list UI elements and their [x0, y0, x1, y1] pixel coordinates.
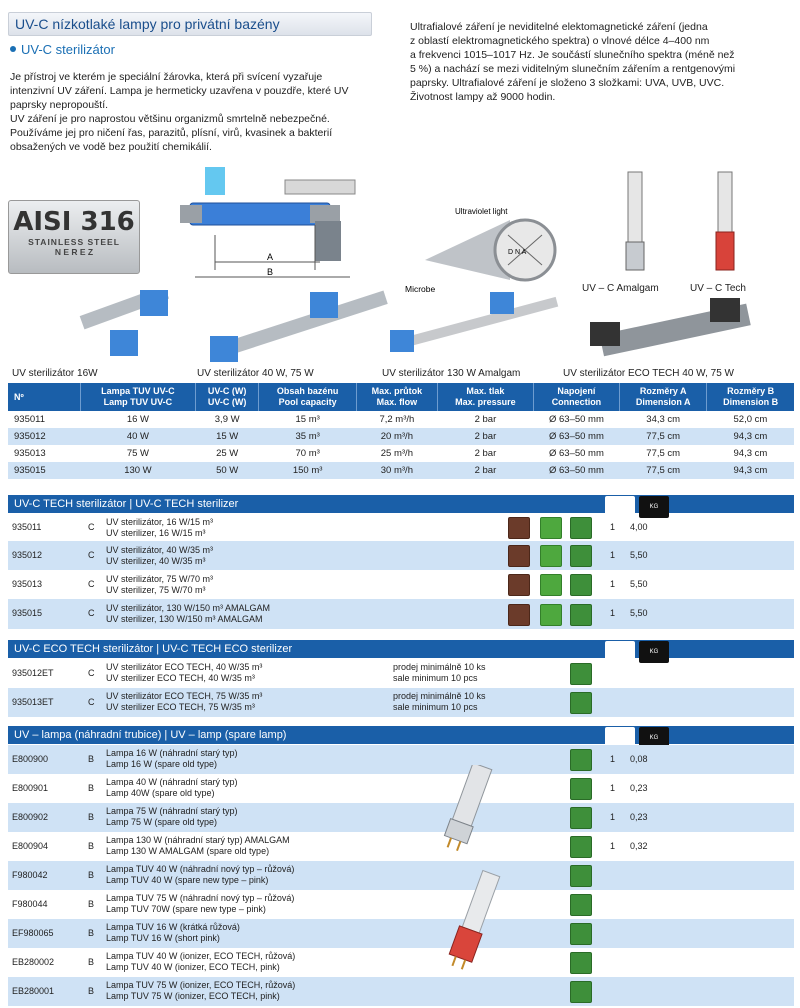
ecotech-label-icon	[508, 545, 530, 567]
spec-cell: 70 m³	[295, 448, 320, 459]
caption-40w-75w: UV sterilizátor 40 W, 75 W	[197, 368, 314, 379]
package-qty: 1	[610, 841, 616, 851]
product-class: B	[88, 841, 95, 851]
product-name-cz: Lampa TUV 75 W (náhradní nový typ – růžová)	[106, 893, 295, 903]
spec-cell: 15 m³	[295, 414, 320, 425]
product-code: 935011	[12, 522, 42, 532]
dimension-b-label: B	[267, 267, 274, 277]
product-name-cz: Lampa TUV 40 W (ionizer, ECO TECH, růžová)	[106, 951, 296, 961]
product-name-en: UV sterilizer, 130 W/150 m³ AMALGAM	[106, 614, 263, 624]
product-name-en: Lamp TUV 70W (spare new type – pink)	[106, 904, 266, 914]
product-row[interactable]	[8, 890, 794, 919]
product-name-cz: Lampa 130 W (náhradní starý typ) AMALGAM	[106, 835, 290, 845]
house-icon	[570, 574, 592, 596]
product-code: E800904	[12, 841, 49, 851]
spec-header-cell: Obsah bazénu Pool capacity	[259, 383, 356, 411]
weight-kg: 0,23	[630, 812, 648, 822]
product-name-en: Lamp TUV 40 W (spare new type – pink)	[106, 875, 269, 885]
spec-cell: 30 m³/h	[356, 462, 437, 479]
product-class: C	[88, 608, 95, 618]
caption-16w: UV sterilizátor 16W	[12, 368, 98, 379]
spec-cell: 935013	[14, 448, 46, 459]
spec-cell: 35 m³	[259, 428, 356, 445]
product-name-en: UV sterilizer, 40 W/35 m³	[106, 556, 206, 566]
product-name-en: Lamp TUV 16 W (short pink)	[106, 933, 220, 943]
spec-cell: Ø 63–50 mm	[548, 448, 604, 459]
weight-kg: 4,00	[630, 522, 648, 532]
weight-kg: 0,32	[630, 841, 648, 851]
eco-leaf-icon	[540, 517, 562, 539]
product-class: B	[88, 754, 95, 764]
spec-cell: 2 bar	[437, 428, 533, 445]
product-40w-image	[210, 291, 388, 362]
product-16w-image	[80, 290, 169, 356]
product-row[interactable]	[8, 541, 794, 570]
aisi-line2: N E R E Z	[54, 247, 94, 257]
weight-kg: 5,50	[630, 550, 648, 560]
product-name-cz: Lampa TUV 75 W (ionizer, ECO TECH, růžová)	[106, 980, 296, 990]
product-name-en: UV sterilizer ECO TECH, 75 W/35 m³	[106, 702, 255, 712]
house-icon	[570, 894, 592, 916]
eco-leaf-icon	[540, 574, 562, 596]
dna-label: D N A	[508, 249, 527, 256]
product-row[interactable]	[8, 570, 794, 599]
weight-kg: 0,23	[630, 783, 648, 793]
spec-cell: Ø 63–50 mm	[548, 414, 604, 425]
product-code: EB280001	[12, 986, 55, 996]
product-name-en: Lamp 16 W (spare old type)	[106, 759, 218, 769]
product-code: 935013	[12, 579, 43, 589]
spec-header-cell: Napojení Connection	[533, 383, 619, 411]
spec-cell: 2 bar	[474, 414, 497, 425]
product-name-cz: Lampa 40 W (náhradní starý typ)	[106, 777, 238, 787]
spec-cell: 20 m³/h	[356, 428, 437, 445]
product-class: B	[88, 812, 95, 822]
product-code: EF980065	[12, 928, 54, 938]
house-icon	[570, 692, 592, 714]
page-title: UV-C nízkotlaké lampy pro privátní bazény	[15, 16, 280, 32]
spec-cell: 15 W	[195, 428, 259, 445]
spec-row	[8, 411, 794, 428]
spec-header-cell: UV-C (W) UV-C (W)	[195, 383, 259, 411]
spec-cell: 50 W	[195, 462, 259, 479]
microbe-label: Microbe	[405, 284, 436, 294]
product-name-cz: UV sterilizátor, 40 W/35 m³	[106, 545, 214, 555]
product-row[interactable]	[8, 803, 794, 832]
product-code: F980042	[12, 870, 48, 880]
product-name-cz: Lampa 16 W (náhradní starý typ)	[106, 748, 238, 758]
spec-cell: 16 W	[126, 414, 150, 425]
amalgam-caption: UV – C Amalgam	[582, 283, 659, 294]
product-class: B	[88, 899, 95, 909]
spec-cell: 150 m³	[259, 462, 356, 479]
product-row[interactable]	[8, 514, 794, 541]
ecotech-label-icon	[508, 517, 530, 539]
spare-lamp-pink-image	[446, 869, 503, 971]
uv-light-label: Ultraviolet light	[455, 207, 508, 216]
spec-header-cell: Rozměry B Dimension B	[707, 383, 794, 411]
product-class: B	[88, 870, 95, 880]
house-icon	[570, 952, 592, 974]
product-photos	[20, 290, 790, 368]
product-name-cz: Lampa TUV 16 W (krátká růžová)	[106, 922, 240, 932]
product-code: 935012	[12, 550, 43, 560]
spec-cell: 75 W	[126, 448, 150, 459]
package-qty: 1	[610, 783, 616, 793]
min-sale-note-en: sale minimum 10 pcs	[393, 673, 478, 683]
min-sale-note-en: sale minimum 10 pcs	[393, 702, 478, 712]
aisi-badge	[8, 200, 140, 274]
product-code: E800901	[12, 783, 49, 793]
spec-cell: 2 bar	[437, 462, 533, 479]
weight-icon: KG	[639, 641, 669, 663]
spec-cell: 40 W	[81, 428, 196, 445]
product-class: B	[88, 783, 95, 793]
section-header-spare-lamps	[8, 726, 794, 744]
product-name-en: UV sterilizer, 75 W/70 m³	[106, 585, 206, 595]
spec-cell: 94,3 cm	[707, 428, 794, 445]
weight-icon: KG	[639, 727, 669, 749]
product-name-cz: Lampa TUV 40 W (náhradní nový typ – růžová)	[106, 864, 295, 874]
product-name-cz: UV sterilizátor, 16 W/15 m³	[106, 517, 214, 527]
dna-illustration	[400, 200, 575, 300]
caption-ecotech: UV sterilizátor ECO TECH 40 W, 75 W	[563, 368, 734, 379]
spec-cell: 25 m³/h	[380, 448, 413, 459]
product-name-en: Lamp 40W (spare old type)	[106, 788, 215, 798]
product-class: C	[88, 697, 95, 707]
spec-cell: 130 W	[81, 462, 196, 479]
eco-leaf-icon	[540, 545, 562, 567]
product-row[interactable]	[8, 745, 794, 774]
spec-row	[8, 445, 794, 462]
product-name-cz: Lampa 75 W (náhradní starý typ)	[106, 806, 238, 816]
product-130w-image	[390, 292, 558, 352]
spec-cell: 94,3 cm	[733, 448, 768, 459]
product-name-cz: UV sterilizátor ECO TECH, 75 W/35 m³	[106, 691, 263, 701]
spec-cell: 34,3 cm	[646, 414, 681, 425]
product-code: 935015	[12, 608, 43, 618]
weight-kg: 5,50	[630, 579, 648, 589]
house-icon	[570, 778, 592, 800]
house-icon	[570, 807, 592, 829]
spare-lamp-old-image	[441, 765, 494, 853]
spec-cell: 935011	[14, 414, 45, 425]
spec-header-cell: Max. průtok Max. flow	[356, 383, 437, 411]
section-title: UV-C TECH sterilizátor | UV-C TECH sterilizer	[14, 498, 239, 510]
eco-leaf-icon	[540, 604, 562, 626]
package-qty: 1	[610, 754, 616, 764]
spec-cell: 77,5 cm	[620, 428, 707, 445]
intro-left-text: Je přístroj ve kterém je speciální žárovka, která při svícení vyzařuje intenzivní UV záření. Lampa je hermeticky uzavřena v pouzdře, které UV paprsky nepropouští. UV záření je pro naprostou většinu organizmů smrtelně nebezpečné. Používáme jej pro ničení řas, parazitů, plísní, virů, kvasinek a bakterií obsažených ve vodě bez použití chemikálií.	[10, 71, 349, 153]
weight-icon: KG	[639, 496, 669, 518]
package-qty: 1	[610, 812, 616, 822]
spec-cell: 25 W	[216, 448, 239, 459]
product-name-en: Lamp 130 W AMALGAM (spare old type)	[106, 846, 270, 856]
section-subtitle	[8, 42, 115, 57]
page-title-bar	[8, 12, 372, 36]
product-row[interactable]	[8, 977, 794, 1006]
house-icon	[570, 604, 592, 626]
weight-kg: 5,50	[630, 608, 648, 618]
house-icon	[570, 981, 592, 1003]
product-row[interactable]	[8, 774, 794, 803]
spec-header-cell: Max. tlak Max. pressure	[437, 383, 533, 411]
product-name-en: Lamp TUV 75 W (ionizer, ECO TECH, pink)	[106, 991, 280, 1001]
aisi-number: AISI 316	[13, 207, 135, 237]
spec-table-header	[8, 383, 794, 411]
spec-cell: 52,0 cm	[733, 414, 768, 425]
product-code: E800900	[12, 754, 49, 764]
spec-row	[8, 462, 794, 479]
min-sale-note-cz: prodej minimálně 10 ks	[393, 662, 486, 672]
product-name-en: Lamp TUV 40 W (ionizer, ECO TECH, pink)	[106, 962, 280, 972]
product-ecotech-image	[590, 298, 751, 356]
min-sale-note-cz: prodej minimálně 10 ks	[393, 691, 486, 701]
product-row[interactable]	[8, 832, 794, 861]
spec-cell: 935012	[8, 428, 81, 445]
spec-header-cell: Rozměry A Dimension A	[620, 383, 707, 411]
package-qty: 1	[610, 579, 616, 589]
house-icon	[570, 517, 592, 539]
spare-lamp-photos	[420, 765, 510, 1005]
dimension-a-label: A	[267, 252, 274, 262]
product-code: 935012ET	[12, 668, 54, 678]
product-class: C	[88, 550, 95, 560]
product-name-en: Lamp 75 W (spare old type)	[106, 817, 218, 827]
spec-header-cell: Lampa TUV UV-C Lamp TUV UV-C	[81, 383, 196, 411]
caption-130w: UV sterilizátor 130 W Amalgam	[382, 368, 521, 379]
product-code: E800902	[12, 812, 49, 822]
spec-cell: 3,9 W	[214, 414, 240, 425]
product-name-cz: UV sterilizátor, 75 W/70 m³	[106, 574, 214, 584]
product-name-cz: UV sterilizátor, 130 W/150 m³ AMALGAM	[106, 603, 271, 613]
spec-cell: 7,2 m³/h	[379, 414, 415, 425]
product-class: C	[88, 579, 95, 589]
spec-cell: Ø 63–50 mm	[533, 428, 619, 445]
product-row[interactable]	[8, 599, 794, 629]
tech-caption: UV – C Tech	[690, 283, 746, 294]
ecotech-label-icon	[508, 574, 530, 596]
spare-lamps-illustration	[600, 170, 800, 290]
section-header-ecotech	[8, 640, 794, 658]
house-icon	[570, 923, 592, 945]
weight-kg: 0,08	[630, 754, 648, 764]
product-class: C	[88, 522, 95, 532]
sterilizer-diagram	[175, 165, 375, 285]
house-icon	[570, 836, 592, 858]
product-class: B	[88, 957, 95, 967]
spec-row	[8, 428, 794, 445]
spec-cell: 77,5 cm	[646, 448, 681, 459]
product-name-cz: UV sterilizátor ECO TECH, 40 W/35 m³	[106, 662, 263, 672]
product-class: B	[88, 928, 95, 938]
package-qty: 1	[610, 608, 616, 618]
package-qty: 1	[610, 550, 616, 560]
house-icon	[570, 749, 592, 771]
product-row[interactable]	[8, 688, 794, 717]
product-name-en: UV sterilizer, 16 W/15 m³	[106, 528, 206, 538]
bullet-icon	[10, 46, 16, 52]
spec-cell: 77,5 cm	[620, 462, 707, 479]
spec-cell: Ø 63–50 mm	[533, 462, 619, 479]
product-row[interactable]	[8, 919, 794, 948]
section-title: UV – lampa (náhradní trubice) | UV – lamp (spare lamp)	[14, 729, 287, 741]
spec-header-cell: Nº	[8, 383, 81, 411]
product-code: 935013ET	[12, 697, 54, 707]
aisi-line1: STAINLESS STEEL	[28, 237, 120, 247]
section-title: UV-C ECO TECH sterilizátor | UV-C TECH ECO sterilizer	[14, 643, 293, 655]
package-qty: 1	[610, 522, 616, 532]
ecotech-label-icon	[508, 604, 530, 626]
house-icon	[570, 865, 592, 887]
product-row[interactable]	[8, 861, 794, 890]
spec-cell: 2 bar	[474, 448, 497, 459]
spec-table	[8, 383, 794, 479]
intro-right-text: Ultrafialové záření je neviditelné elektomagnetické záření (jedna z oblastí elektromagnetického spektra) o vlnové délce 4–400 nm a frekvenci 1015–1017 Hz. Je součástí slunečního spektra (méně než 5 %) a nachází se mezi viditelným slunečním zářením a rentgenovými paprsky. Ultrafialové záření je složeno 3 složkami: UVA, UVB, UVC. Životnost lampy až 9000 hodin.	[410, 21, 736, 103]
spec-cell: 94,3 cm	[707, 462, 794, 479]
product-class: B	[88, 986, 95, 996]
house-icon	[570, 663, 592, 685]
section-header-tech	[8, 495, 794, 513]
product-code: F980044	[12, 899, 48, 909]
product-row[interactable]	[8, 659, 794, 688]
spec-cell: 935015	[8, 462, 81, 479]
product-class: C	[88, 668, 95, 678]
product-code: EB280002	[12, 957, 55, 967]
product-name-en: UV sterilizer ECO TECH, 40 W/35 m³	[106, 673, 255, 683]
subtitle-text: UV-C sterilizátor	[21, 42, 115, 57]
product-row[interactable]	[8, 948, 794, 977]
house-icon	[570, 545, 592, 567]
